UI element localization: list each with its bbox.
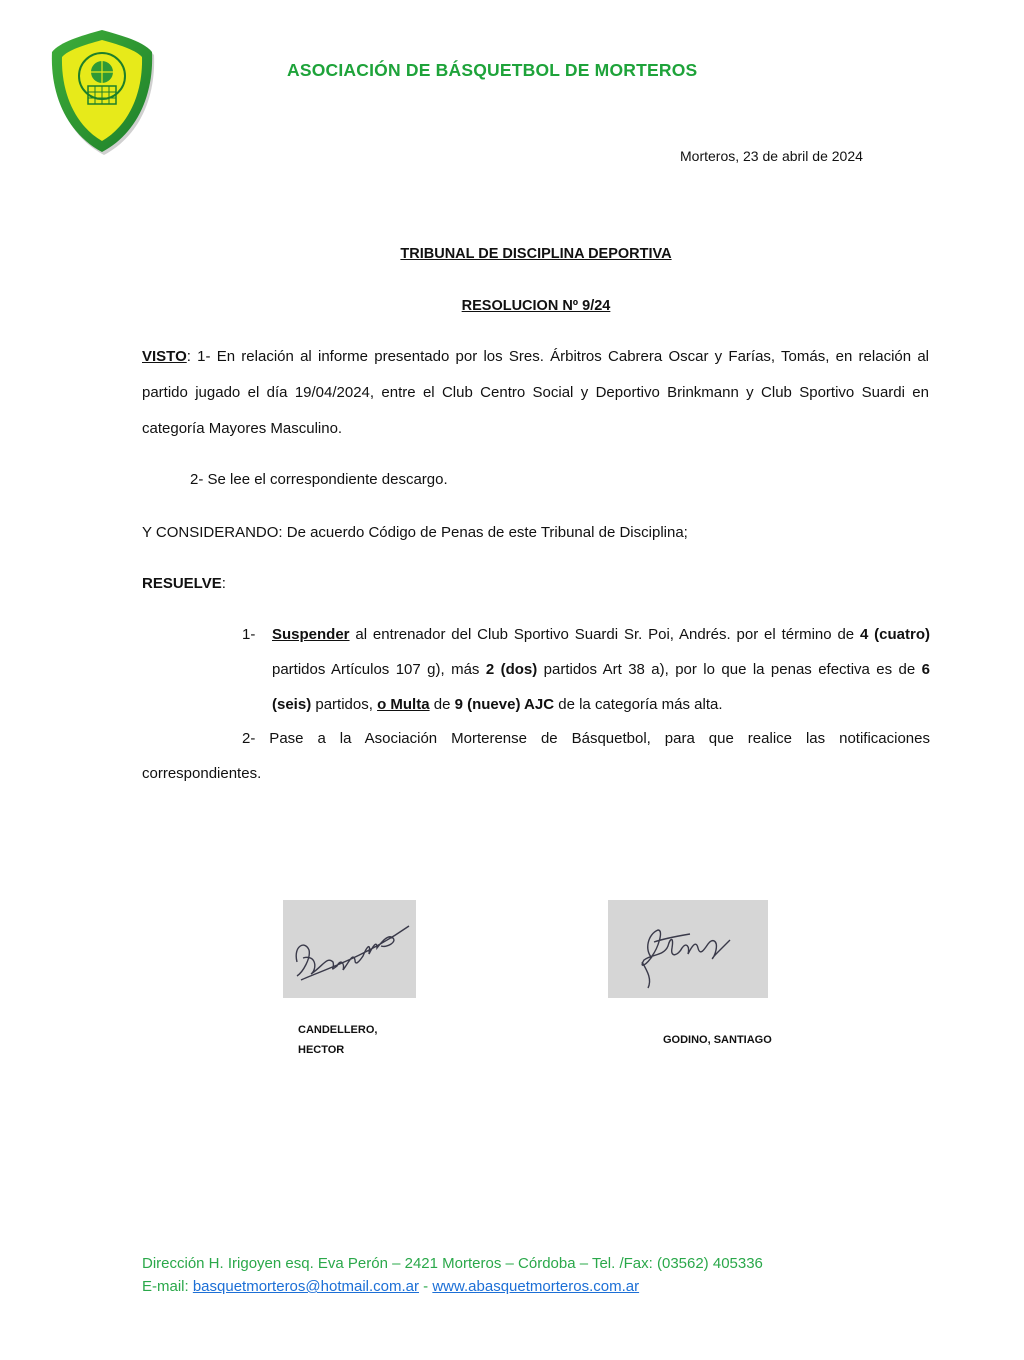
email-link[interactable]: basquetmorteros@hotmail.com.ar xyxy=(192,1278,419,1295)
website-link[interactable]: www.abasquetmorteros.com.ar xyxy=(432,1278,640,1295)
item1-text-2: partidos Artículos 107 g), más xyxy=(272,661,486,678)
item1-bold-1: 4 (cuatro) xyxy=(859,626,931,643)
item1-bold-5: 9 (nueve) AJC xyxy=(454,696,555,713)
footer-separator: - xyxy=(419,1278,433,1295)
item1-number: 1- xyxy=(242,626,256,643)
footer-contact xyxy=(142,1278,639,1295)
resolution-item-2: 2- Pase a la Asociación Morterense de Básquetbol, para que realice las notificaciones correspondientes. xyxy=(142,730,930,782)
item1-bold-4: o Multa xyxy=(377,696,430,713)
item1-text-4: partidos, xyxy=(311,696,378,713)
signatory-1-name xyxy=(298,1020,377,1060)
tribunal-heading: TRIBUNAL DE DISCIPLINA DEPORTIVA xyxy=(400,246,672,262)
association-logo xyxy=(46,26,158,156)
email-label: E-mail: xyxy=(142,1278,193,1295)
resuelve-heading xyxy=(142,566,929,602)
signatory-1-firstname: HECTOR xyxy=(298,1044,345,1056)
visto-text: : 1- En relación al informe presentado por los Sres. Árbitros Cabrera Oscar y Farías, Tomás, en relación al partido jugado el día 19/04/2024, entre el Club Centro Social y Deportivo Brinkmann y Club Sportivo Suardi en categoría Mayores Masculino. xyxy=(142,348,929,437)
signature-godino xyxy=(608,900,768,998)
resuelve-label: RESUELVE xyxy=(142,575,222,592)
suspender-word: Suspender xyxy=(272,626,350,643)
resolution-item-1 xyxy=(272,617,930,722)
descargo-paragraph: 2- Se lee el correspondiente descargo. xyxy=(190,471,448,488)
visto-paragraph xyxy=(142,339,929,447)
visto-label: VISTO xyxy=(142,348,187,365)
signatory-1-surname: CANDELLERO, xyxy=(298,1024,378,1036)
item1-text-6: de la categoría más alta. xyxy=(554,696,723,713)
resuelve-colon: : xyxy=(221,575,226,592)
resolution-number: RESOLUCION Nº 9/24 xyxy=(461,298,611,314)
footer-address: Dirección H. Irigoyen esq. Eva Perón – 2421 Morteros – Córdoba – Tel. /Fax: (03562) 405336 xyxy=(142,1255,763,1272)
considerando-paragraph: Y CONSIDERANDO: De acuerdo Código de Penas de este Tribunal de Disciplina; xyxy=(142,524,688,541)
item1-bold-3: 6 (seis) xyxy=(272,661,930,713)
item1-text-5: de xyxy=(429,696,455,713)
item1-text-3: partidos Art 38 a), por lo que la penas efectiva es de xyxy=(537,661,922,678)
item1-text-1: al entrenador del Club Sportivo Suardi Sr. Poi, Andrés. por el término de xyxy=(349,626,860,643)
document-date: Morteros, 23 de abril de 2024 xyxy=(680,148,863,164)
item1-bold-2: 2 (dos) xyxy=(485,661,538,678)
organization-name: ASOCIACIÓN DE BÁSQUETBOL DE MORTEROS xyxy=(287,60,698,80)
signature-candellero xyxy=(283,900,416,998)
signatory-2-name: GODINO, SANTIAGO xyxy=(663,1034,772,1046)
